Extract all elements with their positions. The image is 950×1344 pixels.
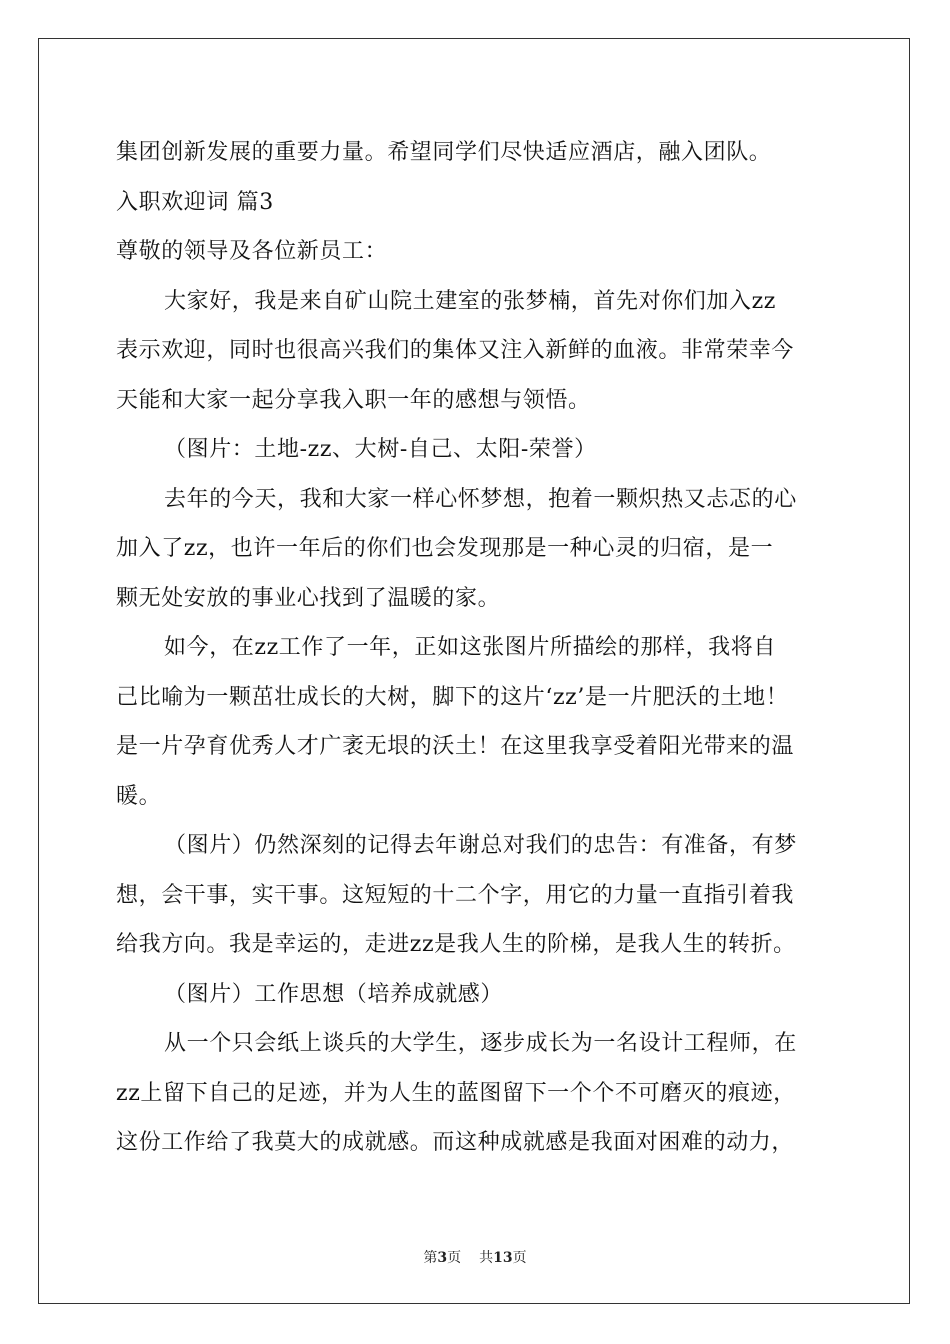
- footer-page-total: 13: [493, 1250, 513, 1266]
- text-line: 入职欢迎词 篇3: [116, 189, 274, 215]
- text-line: 表示欢迎，同时也很高兴我们的集体又注入新鲜的血液。非常荣幸今: [116, 338, 795, 363]
- text-line: 集团创新发展的重要力量。希望同学们尽快适应酒店，融入团队。: [116, 140, 772, 165]
- footer-page-suffix: 页: [447, 1250, 462, 1266]
- text-line: 颗无处安放的事业心找到了温暖的家。: [116, 585, 501, 611]
- text-line: 天能和大家一起分享我入职一年的感想与领悟。: [116, 387, 591, 413]
- document-body: [116, 128, 836, 1168]
- text-line: 去年的今天，我和大家一样心怀梦想，抱着一颗炽热又忐忑的心: [164, 486, 797, 512]
- text-line: 大家好，我是来自矿山院土建室的张梦楠，首先对你们加入zz: [164, 288, 776, 314]
- text-line: （图片：土地-zz、大树-自己、太阳-荣誉）: [164, 437, 597, 462]
- footer-page-prefix: 第: [423, 1250, 438, 1266]
- footer-total-prefix: 共: [479, 1250, 494, 1266]
- text-line: （图片）仍然深刻的记得去年谢总对我们的忠告：有准备，有梦: [164, 833, 797, 858]
- text-line: 想，会干事，实干事。这短短的十二个字，用它的力量一直指引着我: [116, 882, 795, 908]
- footer-total-suffix: 页: [512, 1250, 527, 1266]
- footer-page-current: 3: [437, 1250, 448, 1266]
- text-line: 暖。: [116, 783, 162, 809]
- page-footer: [0, 1247, 950, 1267]
- text-line: 是一片孕育优秀人才广袤无垠的沃土！在这里我享受着阳光带来的温: [116, 734, 795, 759]
- text-line: zz上留下自己的足迹，并为人生的蓝图留下一个个不可磨灭的痕迹，: [116, 1080, 796, 1106]
- text-line: 如今，在zz工作了一年，正如这张图片所描绘的那样，我将自: [164, 635, 776, 660]
- text-line: 给我方向。我是幸运的，走进zz是我人生的阶梯，是我人生的转折。: [116, 932, 796, 957]
- text-line: （图片）工作思想（培养成就感）: [164, 981, 504, 1007]
- text-line: 这份工作给了我莫大的成就感。而这种成就感是我面对困难的动力，: [116, 1130, 795, 1155]
- text-line: 加入了zz，也许一年后的你们也会发现那是一种心灵的归宿，是一: [116, 536, 774, 561]
- text-line: 从一个只会纸上谈兵的大学生，逐步成长为一名设计工程师，在: [164, 1031, 797, 1056]
- text-line: 己比喻为一颗茁壮成长的大树，脚下的这片‘zz’是一片肥沃的土地！: [116, 684, 789, 710]
- text-line: 尊敬的领导及各位新员工：: [116, 239, 388, 264]
